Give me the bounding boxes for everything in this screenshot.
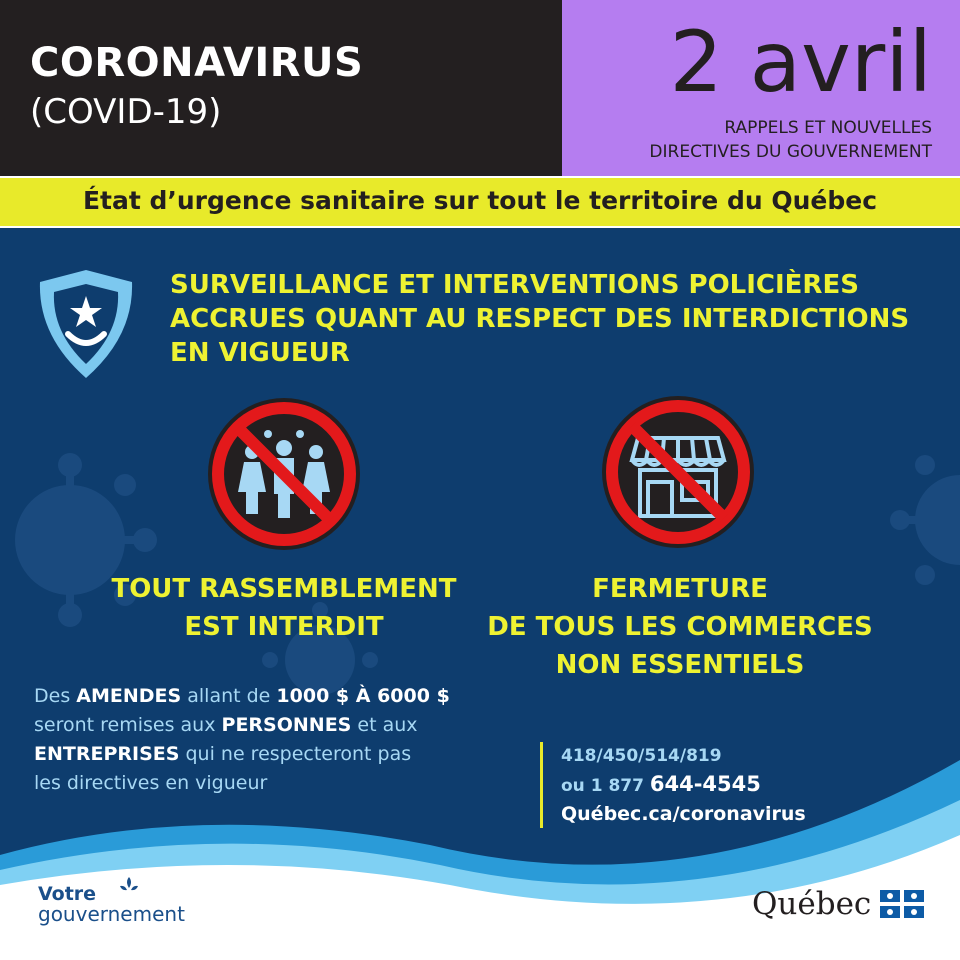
police-line3: EN VIGUEUR [170, 338, 350, 368]
header-right-panel [562, 0, 960, 176]
banner-text: État d’urgence sanitaire sur tout le territoire du Québec [82, 186, 878, 215]
fleur-de-lis-icon [118, 876, 140, 898]
gouvernement-text: gouvernement [38, 902, 185, 926]
tagline-line1: RAPPELS ET NOUVELLES [724, 118, 932, 138]
footer-wave [0, 760, 960, 960]
area-codes: 418/450/514/819 [561, 746, 722, 766]
fines-text-3: seront remises aux [34, 714, 222, 736]
phone-number[interactable]: 644-4545 [649, 772, 761, 796]
gatherings-line1: TOUT RASSEMBLEMENT [111, 574, 457, 604]
police-line2: ACCRUES QUANT AU RESPECT DES INTERDICTIONS [170, 304, 910, 334]
fines-text-5: qui ne respecteront pas [179, 743, 412, 765]
fines-bold-4: ENTREPRISES [34, 743, 180, 765]
stores-line3: NON ESSENTIELS [555, 650, 805, 680]
fines-bold-3: PERSONNES [221, 714, 352, 736]
fines-text-2: allant de [181, 685, 277, 707]
gatherings-line2: EST INTERDIT [184, 612, 384, 642]
phone-prefix: ou 1 877 [561, 776, 650, 796]
quebec-wordmark: Québec [752, 886, 872, 922]
stores-line2: DE TOUS LES COMMERCES [487, 612, 873, 642]
fines-text-6: les directives en vigueur [34, 772, 268, 794]
votre-text: Votre [38, 883, 97, 905]
police-line1: SURVEILLANCE ET INTERVENTIONS POLICIÈRES [170, 270, 859, 300]
quebec-flag-icon [880, 890, 924, 918]
date: 2 avril [669, 13, 932, 111]
stores-line1: FERMETURE [592, 574, 768, 604]
stores-text [470, 570, 890, 684]
no-gathering-icon [208, 398, 360, 550]
subtitle: (COVID-19) [30, 92, 222, 132]
fines-text-4: et aux [351, 714, 418, 736]
police-badge-icon [34, 266, 138, 382]
emergency-banner [0, 176, 960, 228]
fines-text-1: Des [34, 685, 77, 707]
fines-bold-1: AMENDES [76, 685, 182, 707]
tagline [649, 116, 932, 164]
police-text [170, 268, 909, 370]
title: CORONAVIRUS [30, 40, 364, 86]
virus-decoration-right [880, 440, 960, 600]
gatherings-text [88, 570, 480, 646]
contact-info [540, 742, 806, 828]
votre-gouvernement-logo [38, 884, 185, 924]
tagline-line2: DIRECTIVES DU GOUVERNEMENT [649, 142, 932, 162]
header-left-panel [0, 0, 562, 176]
fines-amount: 1000 $ À 6000 $ [276, 685, 450, 707]
website-link[interactable]: Québec.ca/coronavirus [561, 803, 806, 825]
no-store-icon [602, 396, 754, 548]
